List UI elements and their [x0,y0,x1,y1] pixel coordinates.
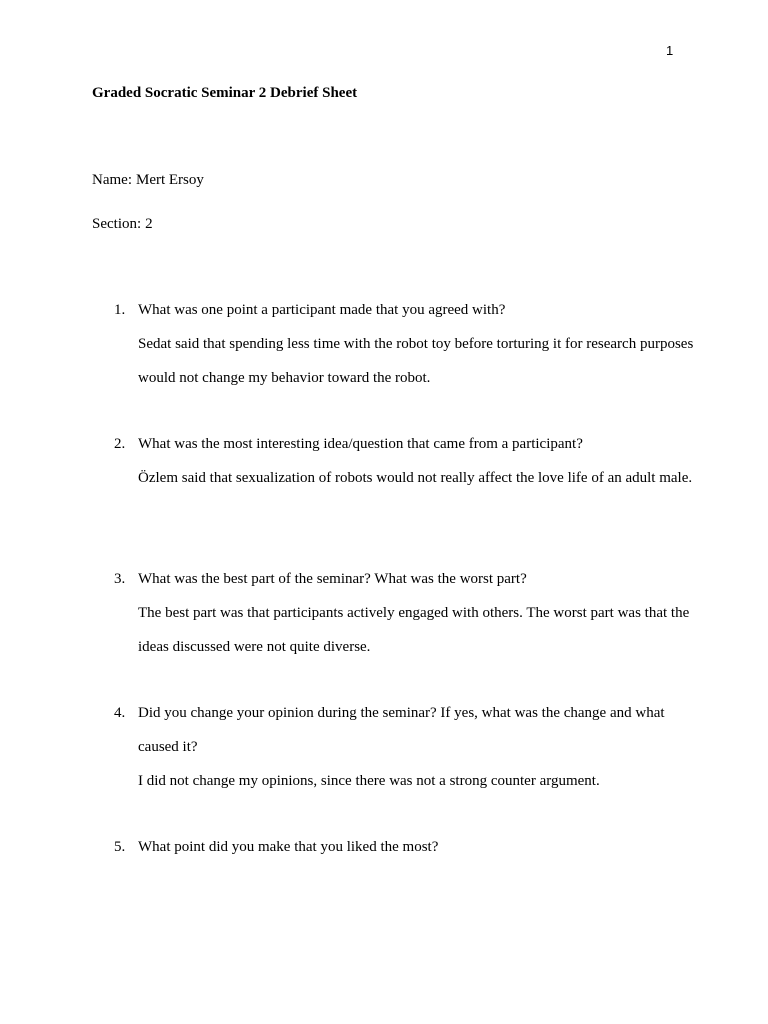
question-item-4 [114,696,694,798]
question-number: 1. [114,302,126,318]
page-number: 1 [666,43,674,58]
question-item-3 [114,562,694,664]
name-field [92,172,204,189]
section-label: Section: [92,216,142,232]
answer-text: I did not change my opinions, since there was not a strong counter argument. [138,773,600,789]
document-title: Graded Socratic Seminar 2 Debrief Sheet [92,85,358,101]
answer-text: Sedat said that spending less time with the robot toy before torturing it for research purposes would not change my behavior toward the robot. [138,336,694,386]
name-value: Mert Ersoy [135,172,204,188]
answer-text: Özlem said that sexualization of robots would not really affect the love life of an adult male. [138,470,693,486]
question-text: What was one point a participant made that you agreed with? [138,302,506,318]
section-field [92,216,153,233]
question-number: 2. [114,436,126,452]
question-number: 5. [114,839,126,855]
answer-text: The best part was that participants actively engaged with others. The worst part was that the ideas discussed were not quite diverse. [138,605,690,655]
name-label: Name: [92,172,132,188]
question-text: What was the best part of the seminar? What was the worst part? [138,571,527,587]
question-text: Did you change your opinion during the seminar? If yes, what was the change and what caused it? [138,705,665,755]
question-text: What point did you make that you liked the most? [138,839,439,855]
question-text: What was the most interesting idea/question that came from a participant? [138,436,583,452]
question-number: 4. [114,705,126,721]
question-item-5 [114,830,694,864]
question-number: 3. [114,571,126,587]
section-value: 2 [145,216,153,232]
question-item-2 [114,427,694,495]
question-item-1 [114,293,694,395]
